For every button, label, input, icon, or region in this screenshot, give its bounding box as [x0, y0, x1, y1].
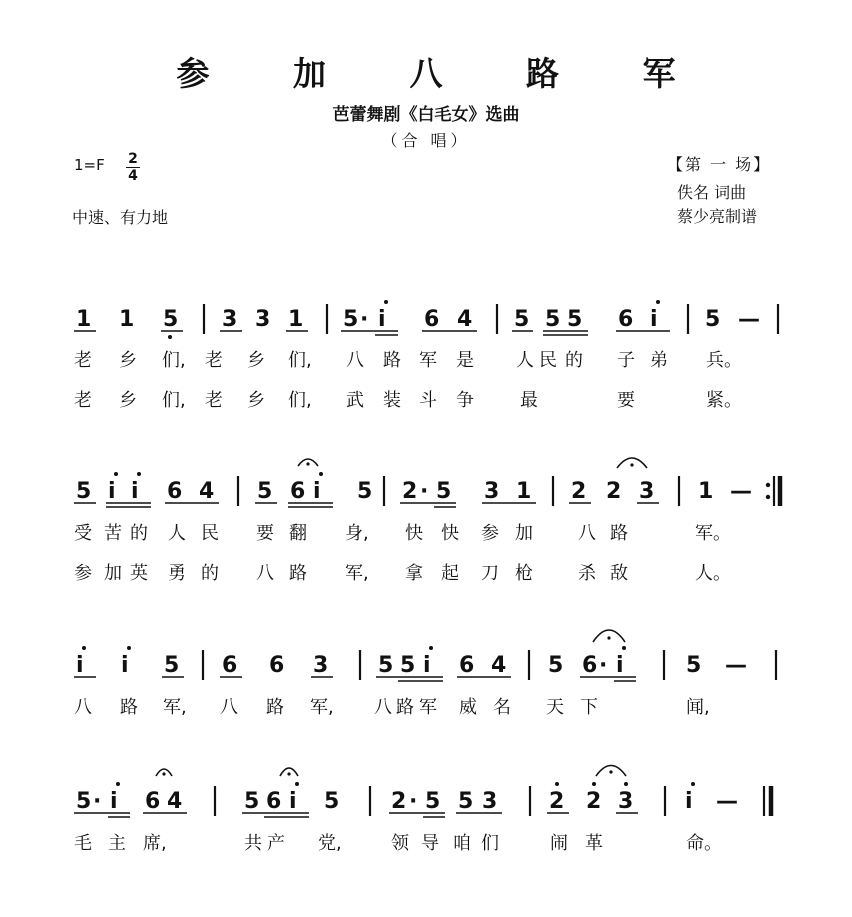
lyric: 导 — [421, 833, 439, 854]
lyric: 民 — [539, 350, 557, 371]
time-signature-top: 2 — [128, 151, 138, 167]
lyrics-system-4 — [74, 833, 722, 854]
lyric: 身, — [345, 523, 369, 544]
lyric: 民 — [201, 523, 219, 544]
lyric: 苦 — [104, 523, 122, 544]
lyric: 们, — [162, 350, 186, 371]
high-octave-dot — [622, 646, 626, 650]
note: 5 — [458, 789, 474, 814]
note: 2 — [549, 789, 565, 814]
lyric: 下 — [580, 697, 598, 718]
dot: · — [93, 789, 102, 814]
high-octave-dot — [295, 782, 299, 786]
lyric: 刀 — [481, 563, 499, 584]
repeat-dot — [766, 483, 770, 487]
note: 5 — [436, 479, 452, 504]
lyric: 们, — [288, 350, 312, 371]
lyric: 八 — [74, 697, 92, 718]
lyric: 敌 — [610, 563, 628, 584]
fermata — [593, 630, 625, 642]
note: i — [378, 307, 386, 332]
lyric: 路 — [120, 697, 138, 718]
high-octave-dot — [319, 472, 323, 476]
note: i — [121, 653, 129, 678]
note: 4 — [457, 307, 473, 332]
note: 6 — [145, 789, 161, 814]
lyrics-system-3 — [74, 697, 710, 718]
lyric: 是 — [456, 350, 474, 371]
note: 1 — [516, 479, 532, 504]
dash: — — [725, 653, 747, 678]
lyric: 老 — [74, 350, 92, 371]
high-octave-dot — [691, 782, 695, 786]
lyric: 乡 — [119, 390, 137, 411]
lyric: 们, — [288, 390, 312, 411]
lyric: 人。 — [695, 563, 731, 584]
note: 5 — [164, 653, 180, 678]
note: i — [685, 789, 693, 814]
note: 3 — [222, 307, 238, 332]
lyric: 乡 — [119, 350, 137, 371]
lyric: 快 — [441, 523, 459, 544]
note: 4 — [491, 653, 507, 678]
note: 2 — [402, 479, 418, 504]
lyric: 要 — [617, 390, 635, 411]
fermata-dot — [162, 772, 165, 775]
note: 1 — [698, 479, 714, 504]
high-octave-dot — [384, 300, 388, 304]
tempo-marking: 中速、有力地 — [72, 208, 169, 227]
high-octave-dot — [116, 782, 120, 786]
lyric: 人 — [168, 523, 186, 544]
scene-label: 【第 一 场】 — [667, 155, 772, 174]
fermata-dot — [306, 462, 309, 465]
note: 6 — [459, 653, 475, 678]
note: 6 — [618, 307, 634, 332]
note: 3 — [482, 789, 498, 814]
lyric: 装 — [383, 390, 401, 411]
lyric: 加 — [104, 563, 122, 584]
note: 5 — [76, 479, 92, 504]
high-octave-dot — [137, 472, 141, 476]
note: 5 — [324, 789, 340, 814]
note: 4 — [199, 479, 215, 504]
high-octave-dot — [592, 782, 596, 786]
lyric: 领 — [391, 833, 409, 854]
note: 2 — [571, 479, 587, 504]
note: 2 — [391, 789, 407, 814]
note: i — [289, 789, 297, 814]
lyric: 名 — [493, 697, 511, 718]
lyric: 的 — [130, 523, 148, 544]
note: 3 — [639, 479, 655, 504]
lyric: 武 — [346, 390, 364, 411]
lyric: 老 — [74, 390, 92, 411]
system-3 — [74, 630, 776, 681]
dash: — — [738, 307, 760, 332]
lyric: 受 — [74, 523, 92, 544]
note: 5 — [357, 479, 373, 504]
note: 6 — [167, 479, 183, 504]
lyric: 英 — [130, 563, 148, 584]
lyric: 们 — [481, 833, 499, 854]
note: i — [423, 653, 431, 678]
low-octave-dot — [168, 335, 172, 339]
note: 3 — [313, 653, 329, 678]
lyric: 八 — [346, 350, 364, 371]
dot: · — [360, 307, 369, 332]
lyric: 参 — [74, 563, 92, 584]
note: 6 — [582, 653, 598, 678]
lyric: 枪 — [515, 563, 533, 584]
note: 6 — [424, 307, 440, 332]
key-signature: 1=F — [74, 156, 105, 174]
lyric: 勇 — [168, 563, 186, 584]
lyrics-system-2 — [74, 523, 731, 584]
note: 5 — [705, 307, 721, 332]
note: 5 — [163, 307, 179, 332]
note: 5 — [425, 789, 441, 814]
system-4 — [74, 766, 771, 818]
note: i — [616, 653, 624, 678]
lyric: 争 — [456, 390, 474, 411]
lyric: 拿 — [405, 563, 423, 584]
note: 3 — [484, 479, 500, 504]
dash: — — [716, 789, 738, 814]
lyric: 革 — [585, 833, 603, 854]
lyric: 产 — [267, 833, 285, 854]
lyric: 弟 — [650, 350, 668, 371]
lyric: 斗 — [419, 390, 437, 411]
note: 5 — [400, 653, 416, 678]
lyric: 起 — [441, 563, 459, 584]
lyric: 老 — [205, 350, 223, 371]
lyric: 席, — [143, 833, 167, 854]
note: 3 — [255, 307, 271, 332]
lyric: 天 — [546, 697, 564, 718]
lyric: 命。 — [686, 833, 722, 854]
note: 6 — [269, 653, 285, 678]
lyric: 党, — [318, 833, 342, 854]
lyric: 加 — [515, 523, 533, 544]
note: 4 — [167, 789, 183, 814]
lyric: 八 — [374, 697, 392, 718]
lyric: 军, — [345, 563, 369, 584]
system-2 — [74, 458, 780, 507]
lyric: 毛 — [74, 833, 92, 854]
lyric: 共 — [244, 833, 262, 854]
note: 5 — [257, 479, 273, 504]
lyric: 翻 — [289, 523, 307, 544]
lyric: 要 — [256, 523, 274, 544]
lyric: 人 — [516, 350, 534, 371]
lyric: 路 — [266, 697, 284, 718]
lyric: 路 — [396, 697, 414, 718]
lyric: 们, — [162, 390, 186, 411]
lyric: 快 — [405, 523, 423, 544]
note: i — [110, 789, 118, 814]
performance-note: （合 唱） — [381, 131, 471, 150]
note: 5 — [548, 653, 564, 678]
fermata-dot — [609, 770, 612, 773]
lyric: 路 — [383, 350, 401, 371]
note: 5 — [567, 307, 583, 332]
lyric: 子 — [617, 350, 635, 371]
lyric: 闻, — [686, 697, 710, 718]
note: 5 — [343, 307, 359, 332]
lyric: 的 — [565, 350, 583, 371]
lyric: 军, — [310, 697, 334, 718]
lyric: 军。 — [695, 523, 731, 544]
lyric: 军, — [163, 697, 187, 718]
fermata-dot — [630, 463, 633, 466]
lyric: 主 — [108, 833, 126, 854]
high-octave-dot — [82, 646, 86, 650]
note: i — [313, 479, 321, 504]
high-octave-dot — [555, 782, 559, 786]
lyric: 军 — [419, 697, 437, 718]
lyrics-system-1 — [74, 350, 742, 411]
note: 5 — [545, 307, 561, 332]
high-octave-dot — [114, 472, 118, 476]
note: 2 — [606, 479, 622, 504]
note: 6 — [222, 653, 238, 678]
high-octave-dot — [656, 300, 660, 304]
lyric: 紧。 — [706, 390, 742, 411]
credit-score: 蔡少亮制谱 — [677, 207, 758, 226]
subtitle: 芭蕾舞剧《白毛女》选曲 — [332, 105, 520, 125]
note: i — [108, 479, 116, 504]
note: i — [650, 307, 658, 332]
note: 3 — [618, 789, 634, 814]
fermata-dot — [287, 772, 290, 775]
time-signature-bottom: 4 — [128, 168, 138, 184]
lyric: 路 — [289, 563, 307, 584]
high-octave-dot — [624, 782, 628, 786]
lyric: 八 — [578, 523, 596, 544]
dash: — — [730, 479, 752, 504]
note: 1 — [119, 307, 135, 332]
lyric: 闹 — [550, 833, 568, 854]
note: i — [131, 479, 139, 504]
note: 5 — [244, 789, 260, 814]
high-octave-dot — [429, 646, 433, 650]
note: i — [76, 653, 84, 678]
fermata-dot — [607, 636, 610, 639]
lyric: 的 — [201, 563, 219, 584]
repeat-dot — [766, 495, 770, 499]
lyric: 兵。 — [706, 350, 742, 371]
note: 5 — [76, 789, 92, 814]
lyric: 参 — [481, 523, 499, 544]
lyric: 乡 — [247, 350, 265, 371]
high-octave-dot — [127, 646, 131, 650]
lyric: 军 — [419, 350, 437, 371]
note: 6 — [290, 479, 306, 504]
lyric: 老 — [205, 390, 223, 411]
lyric: 八 — [220, 697, 238, 718]
lyric: 路 — [610, 523, 628, 544]
note: 2 — [586, 789, 602, 814]
system-1 — [74, 300, 778, 339]
note: 5 — [686, 653, 702, 678]
lyric: 咱 — [453, 833, 471, 854]
note: 1 — [76, 307, 92, 332]
page-title: 参 加 八 路 军 — [176, 54, 712, 93]
note: 5 — [378, 653, 394, 678]
note: 1 — [288, 307, 304, 332]
lyric: 八 — [256, 563, 274, 584]
credit-lyrics: 佚名 词曲 — [677, 183, 747, 202]
lyric: 威 — [459, 697, 477, 718]
lyric: 最 — [520, 390, 538, 411]
dot: · — [409, 789, 418, 814]
dot: · — [599, 653, 608, 678]
dot: · — [420, 479, 429, 504]
lyric: 杀 — [578, 563, 596, 584]
note: 5 — [514, 307, 530, 332]
note: 6 — [266, 789, 282, 814]
lyric: 乡 — [247, 390, 265, 411]
